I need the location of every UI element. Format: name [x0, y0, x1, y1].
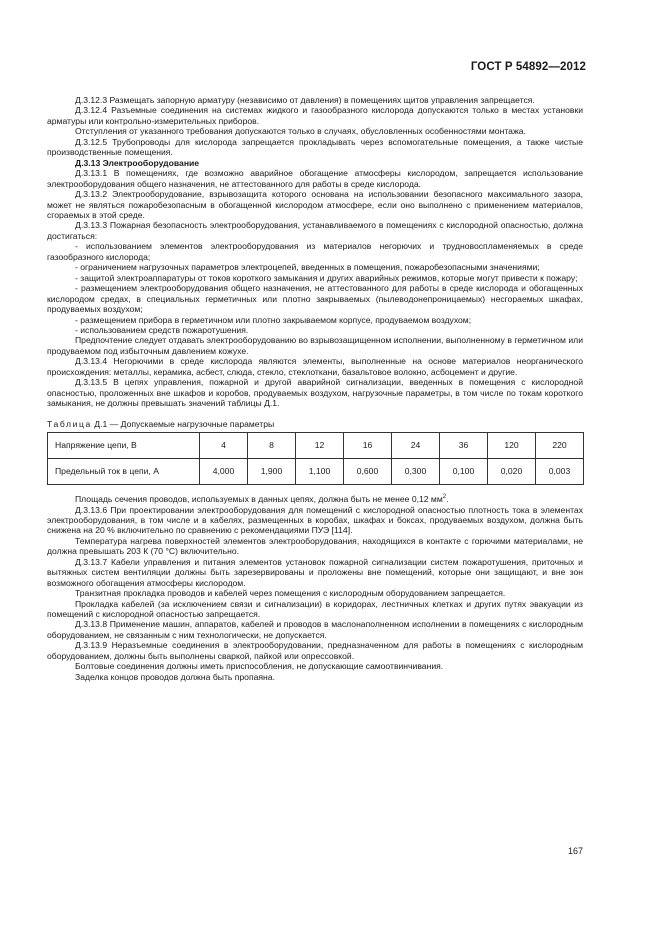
paragraph-group-b — [47, 168, 583, 408]
paragraph: Д.3.13.6 При проектировании электрооборудования для помещений с кислородной опасностью плотность тока в элементах электрооборудования, в том числе и в кабелях, размещенных в коробах, шкафах и боксах, продуваемых воздухом, должна быть снижена на 20 % включительно по сравнению с рекомендациями ПУЭ [114]. — [47, 504, 583, 536]
table-cell: 4,000 — [200, 459, 248, 485]
table-cell: 1,900 — [248, 459, 296, 485]
table-row — [48, 433, 584, 459]
table-caption — [47, 419, 583, 429]
document-header: ГОСТ Р 54892—2012 — [470, 61, 586, 73]
row-label-cell: Предельный ток в цепи, А — [48, 459, 200, 485]
paragraph: Температура нагрева поверхностей элементов электрооборудования, находящихся в контакте с горючими материалами, не должна превышать 203 К (70 °С) включительно. — [47, 535, 583, 557]
table-cell: 120 — [488, 433, 536, 459]
paragraph: - использованием элементов электрооборудования из материалов негорючих и трудновоспламеняемых в среде газообразного кислорода; — [47, 241, 583, 262]
table-cell: 0,600 — [344, 459, 392, 485]
paragraph: Д.3.13.1 В помещениях, где возможно аварийное обогащение атмосферы кислородом, запрещается использование электрооборудования общего назначения, не аттестованного для работы в среде кислорода. — [47, 168, 583, 189]
note-superscript: 2 — [442, 494, 447, 501]
table-cell: 0,100 — [440, 459, 488, 485]
table-cell: 24 — [392, 433, 440, 459]
table-cell: 0,003 — [536, 459, 584, 485]
paragraph: - размещением электрооборудования общего назначения, не аттестованного для работы в среде кислорода и обогащенных кислородом средах, в специальных герметичных или плотно закрываемых (пылеводонепроницаемых) несгораемых шкафах, продуваемых воздухом; — [47, 283, 583, 315]
load-parameters-table — [47, 432, 584, 485]
note-end: . — [446, 494, 449, 505]
paragraph-group-c — [47, 505, 583, 683]
paragraph: Болтовые соединения должны иметь приспособления, не допускающие самоотвинчивания. — [75, 661, 444, 672]
paragraph: - размещением прибора в герметичном или плотно закрываемом корпусе, продуваемом воздухом; — [75, 314, 472, 325]
paragraph: Заделка концов проводов должна быть пропаяна. — [75, 671, 275, 682]
paragraph: Д.3.13.4 Негорючими в среде кислорода являются элементы, выполненные на основе материалов неорганического происхождения: металлы, керамика, асбест, слюда, стекло, стеклоткани, базальтовое волокно, асбоцемент и другие. — [47, 356, 583, 377]
paragraph-group-a — [47, 95, 583, 158]
note-text: Площадь сечения проводов, используемых в данных цепях, должна быть не менее 0,12 мм — [75, 494, 443, 505]
paragraph: Прокладка кабелей (за исключением связи и сигнализации) в коридорах, лестничных клетках и других путях эвакуации из помещений с кислородной опасностью запрещается. — [47, 598, 583, 620]
row-label-cell: Напряжение цепи, В — [48, 433, 200, 459]
paragraph: Д.3.12.5 Трубопроводы для кислорода запрещается прокладывать через вспомогательные помещения, а также чистые производственные помещения. — [47, 136, 583, 158]
paragraph: Д.3.12.4 Разъемные соединения на системах жидкого и газообразного кислорода допускаются только в местах установки арматуры или контрольно-измерительных приборов. — [47, 105, 583, 126]
table-cell: 4 — [200, 433, 248, 459]
paragraph: Д.3.13.5 В цепях управления, пожарной и другой аварийной сигнализации, введенных в помещения с кислородной опасностью, проложенных вне шкафов и коробов, продуваемых воздухом, нагрузочные параметры, в том числе по токам короткого замыкания, не должны превышать значений таблицы Д.1. — [47, 377, 583, 409]
table-cell: 0,020 — [488, 459, 536, 485]
paragraph: Д.3.13.7 Кабели управления и питания элементов установок пожарной сигнализации систем пожаротушения, приточных и вытяжных систем вентиляции должны быть зарезервированы и проложены вне помещений, которые они защищают, и вне зон возможного обогащения атмосферы кислородом. — [47, 556, 583, 588]
paragraph: Транзитная прокладка проводов и кабелей через помещения с кислородным оборудованием запрещается. — [75, 588, 506, 599]
paragraph: Д.3.12.3 Размещать запорную арматуру (независимо от давления) в помещениях щитов управления запрещается. — [75, 95, 535, 105]
table-cell: 220 — [536, 433, 584, 459]
table-cell: 1,100 — [296, 459, 344, 485]
paragraph: - защитой электроаппаратуры от токов короткого замыкания и других аварийных режимов, которые могут привести к пожару; — [75, 272, 578, 283]
paragraph: Д.3.13.9 Неразъемные соединения в электрооборудовании, предназначенном для работы в помещениях с кислородным оборудованием, должны быть выполнены сваркой, пайкой или опрессовкой. — [47, 640, 583, 661]
page-number: 167 — [567, 846, 583, 856]
paragraph: - ограничением нагрузочных параметров электроцепей, введенных в помещения, пожаробезопасными значениями; — [75, 262, 540, 273]
paragraph: Предпочтение следует отдавать электрооборудованию во взрывозащищенном исполнении, выполненному в герметичном или продуваемом под избыточным давлением кожухе. — [47, 335, 583, 356]
table-cell: 12 — [296, 433, 344, 459]
paragraph: Д.3.13.3 Пожарная безопасность электрооборудования, устанавливаемого в помещениях с кислородной опасностью, должна достигаться: — [47, 220, 583, 241]
table-caption-prefix: Таблица — [47, 418, 92, 429]
table-cell: 36 — [440, 433, 488, 459]
paragraph: Д.3.13.8 Применение машин, аппаратов, кабелей и проводов в маслонаполненном исполнении в помещениях с кислородным оборудованием, не связанным с ним технологически, не допускается. — [47, 619, 583, 640]
document-body — [47, 95, 583, 682]
section-heading: Д.3.13 Электрооборудование — [75, 157, 200, 168]
table-caption-text: Д.1 — Допускаемые нагрузочные параметры — [91, 418, 275, 429]
table-cell: 16 — [344, 433, 392, 459]
paragraph: Отступления от указанного требования допускаются только в случаях, обусловленных особенностями монтажа. — [75, 126, 526, 137]
paragraph: Д.3.13.2 Электрооборудование, взрывозащита которого основана на использовании безопасного максимального зазора, может не являться пожаробезопасным в обогащенной кислородом атмосфере, если оно выполнено с применением материалов, сгораемых в этой среде. — [47, 189, 583, 220]
table-row — [48, 459, 584, 485]
table-cell: 8 — [248, 433, 296, 459]
table-cell: 0,300 — [392, 459, 440, 485]
note-wire-area — [47, 494, 583, 504]
paragraph: - использованием средств пожаротушения. — [75, 324, 249, 335]
